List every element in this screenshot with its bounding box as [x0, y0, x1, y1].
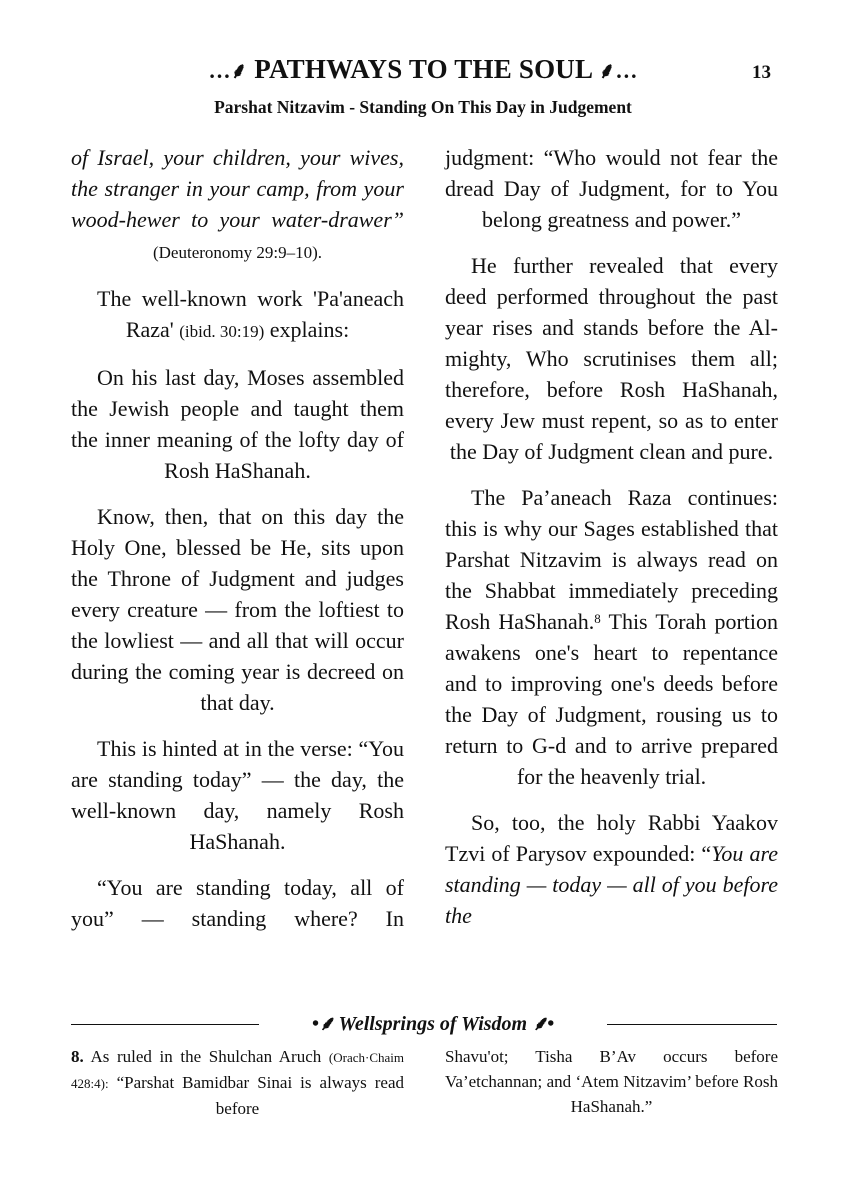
paragraph-judgment: Know, then, that on this day the Holy One, blessed be He, sits upon the Throne of Judgment and judges every creature — from the loftiest to the lowliest — and all that will occur during the coming year is decreed on that day. [71, 504, 404, 715]
running-title [0, 52, 846, 88]
left-column [71, 142, 404, 949]
paragraph-judgment-quote: judgment: “Who would not fear the dread Day of Judgment, for to You belong greatness and power.” [445, 145, 778, 232]
footnote-text-a: As ruled in the Shulchan Aruch [83, 1047, 329, 1066]
sages-text-b: This Torah portion awakens one's heart to repentance and to improving one's deeds before the Day of Judgment, rousing us to return to G-d and to arrive prepared for the heavenly trial. [445, 609, 778, 789]
footnote-number: 8. [71, 1047, 84, 1066]
verse-reference: (Deuteronomy 29:9–10). [152, 243, 323, 262]
chapter-subtitle: Parshat Nitzavim - Standing On This Day in Judgement [214, 97, 632, 117]
footnote-text-b: “Parshat Bamidbar Sinai is always read before [108, 1073, 404, 1118]
divider-line-right [607, 1024, 777, 1025]
book-title: PATHWAYS TO THE SOUL [254, 54, 592, 84]
divider-banner: •⸙ Wellsprings of Wisdom ⸙• [311, 1013, 555, 1035]
footnote-right [445, 1044, 778, 1119]
paragraph-hint: This is hinted at in the verse: “You are standing today” — the day, the well-known day, namely Rosh HaShanah. [71, 736, 404, 854]
paragraph-verse [71, 142, 404, 268]
sages-text-a: The Pa’aneach Raza continues: this is why our Sages established that Parshat Nitzavim is always read on the Shabbat immediately preceding Rosh HaShanah. [445, 485, 778, 634]
paragraph-standing: “You are standing today, all of you” — standing where? In [71, 875, 404, 931]
flourish-right-icon: ⸙… [598, 58, 638, 83]
page-number: 13 [752, 62, 771, 83]
footnote-left [71, 1044, 404, 1121]
paragraph-moses: On his last day, Moses assembled the Jewish people and taught them the inner meaning of the lofty day of Rosh HaShanah. [71, 365, 404, 483]
footnote-marker: 8 [594, 611, 601, 626]
page-header [0, 52, 846, 92]
right-column [445, 142, 778, 946]
verse-quote: of Israel, your children, your wives, the stranger in your camp, from your wood-hewer to your water-drawer” [71, 145, 404, 232]
paragraph-work-intro [71, 283, 404, 347]
flourish-left-icon: …⸙ [208, 58, 248, 83]
work-intro-end: explains: [269, 317, 350, 342]
footnote-text-right: Shavu'ot; Tisha B’Av occurs before Va’etchannan; and ‘Atem Nitzavim’ before Rosh HaShanah.” [445, 1047, 778, 1116]
paragraph-rabbi [445, 807, 778, 931]
divider-line-left [71, 1024, 259, 1025]
paragraph-sages [445, 482, 778, 792]
paragraph-deeds: He further revealed that every deed performed throughout the past year rises and stands before the Al-mighty, Who scrutinises them all; therefore, before Rosh HaShanah, every Jew must repent, so as to enter the Day of Judgment clean and pure. [445, 253, 778, 464]
footnote-divider [71, 1010, 777, 1040]
footnote-reference: (Orach·Chaim 428:4): [71, 1050, 404, 1091]
work-intro-text: The well-known work 'Pa'aneach Raza' [97, 286, 404, 342]
work-reference: (ibid. 30:19) [179, 322, 265, 341]
rabbi-text: So, too, the holy Rabbi Yaakov Tzvi of Parysov expounded: “ [445, 810, 778, 866]
footnote-text-left [71, 1044, 404, 1121]
rabbi-quote: You are standing — today — all of you before the [445, 841, 778, 928]
